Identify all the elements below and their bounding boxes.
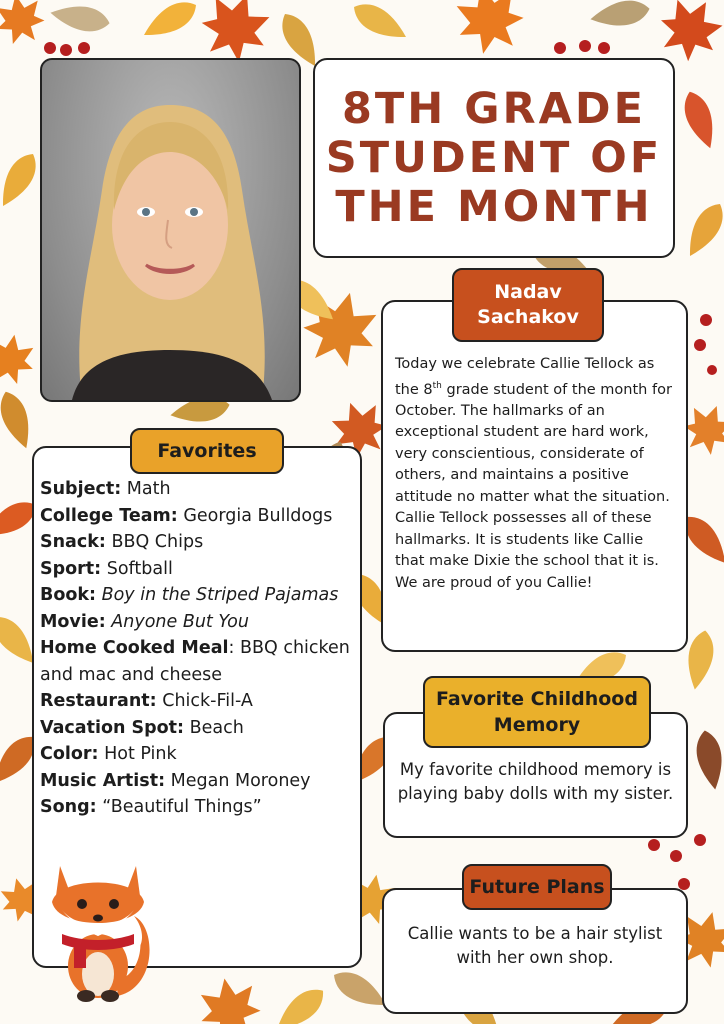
favorite-label: Vacation Spot: bbox=[40, 717, 185, 738]
future-plans-text: Callie wants to be a hair stylist with her own shop. bbox=[407, 924, 663, 967]
favorite-label: Song: bbox=[40, 797, 97, 817]
favorite-item-book bbox=[40, 582, 356, 609]
favorite-label: Restaurant: bbox=[40, 691, 157, 711]
favorite-label: Color: bbox=[40, 744, 99, 764]
favorite-value: : BBQ chicken and mac and cheese bbox=[40, 638, 350, 685]
favorite-value: Math bbox=[121, 479, 171, 499]
bio-card bbox=[381, 300, 688, 652]
student-name-tag: Nadav Sachakov bbox=[452, 268, 604, 342]
favorite-item-movie bbox=[40, 609, 356, 636]
favorite-value: Chick-Fil-A bbox=[156, 691, 253, 711]
favorite-value: BBQ Chips bbox=[105, 532, 204, 552]
favorite-value: Beach bbox=[184, 717, 244, 738]
favorite-item-home-cooked-meal bbox=[40, 635, 356, 688]
favorite-label: Music Artist: bbox=[40, 770, 166, 791]
favorite-label: Book: bbox=[40, 585, 97, 605]
fox-illustration bbox=[38, 846, 158, 1006]
favorites-heading-tag: Favorites bbox=[130, 428, 284, 474]
favorite-item-sport bbox=[40, 556, 356, 583]
favorite-item-music-artist bbox=[40, 768, 356, 795]
favorite-item-song bbox=[40, 794, 356, 821]
favorite-item-college-team bbox=[40, 503, 356, 530]
favorite-item-subject bbox=[40, 476, 356, 503]
favorite-value: Hot Pink bbox=[98, 744, 177, 764]
favorite-value: Georgia Bulldogs bbox=[177, 505, 333, 526]
memory-text: My favorite childhood memory is playing baby dolls with my sister. bbox=[397, 760, 674, 803]
memory-heading-tag: Favorite Childhood Memory bbox=[423, 676, 651, 748]
favorite-label: Movie: bbox=[40, 611, 106, 632]
favorites-list bbox=[40, 476, 356, 821]
favorite-label: Subject: bbox=[40, 479, 122, 499]
bio-text-part2: grade student of the month for October. The hallmarks of an exceptional student are hard work, very conscientious, considerate of others, and maintains a positive attitude no matter what the situation. Callie Tellock possesses all of these hallmarks. It is students like Callie that make Dixie the school that it is. We are proud of you Callie! bbox=[395, 381, 672, 591]
page-title: 8TH GRADE STUDENT OF THE MONTH bbox=[325, 83, 663, 232]
favorite-value: Softball bbox=[101, 558, 173, 579]
favorite-value: Megan Moroney bbox=[165, 770, 311, 791]
favorite-label: Snack: bbox=[40, 532, 106, 552]
favorite-label: Sport: bbox=[40, 558, 102, 579]
bio-text-part1: Today we celebrate Callie Tellock as the 8 bbox=[395, 356, 655, 398]
student-portrait-illustration bbox=[42, 60, 299, 400]
favorite-item-color bbox=[40, 741, 356, 768]
student-photo bbox=[40, 58, 301, 402]
title-card bbox=[313, 58, 675, 258]
favorite-value: Boy in the Striped Pajamas bbox=[96, 585, 339, 605]
favorite-item-restaurant bbox=[40, 688, 356, 715]
favorite-label: Home Cooked Meal bbox=[40, 638, 229, 658]
favorite-value: Anyone But You bbox=[105, 611, 249, 632]
favorite-label: College Team: bbox=[40, 505, 178, 526]
future-plans-heading-tag: Future Plans bbox=[462, 864, 612, 910]
bio-text bbox=[395, 354, 676, 594]
favorite-item-snack bbox=[40, 529, 356, 556]
favorite-item-vacation-spot bbox=[40, 715, 356, 742]
bio-text-superscript: th bbox=[432, 380, 442, 391]
favorite-value: “Beautiful Things” bbox=[96, 797, 262, 817]
